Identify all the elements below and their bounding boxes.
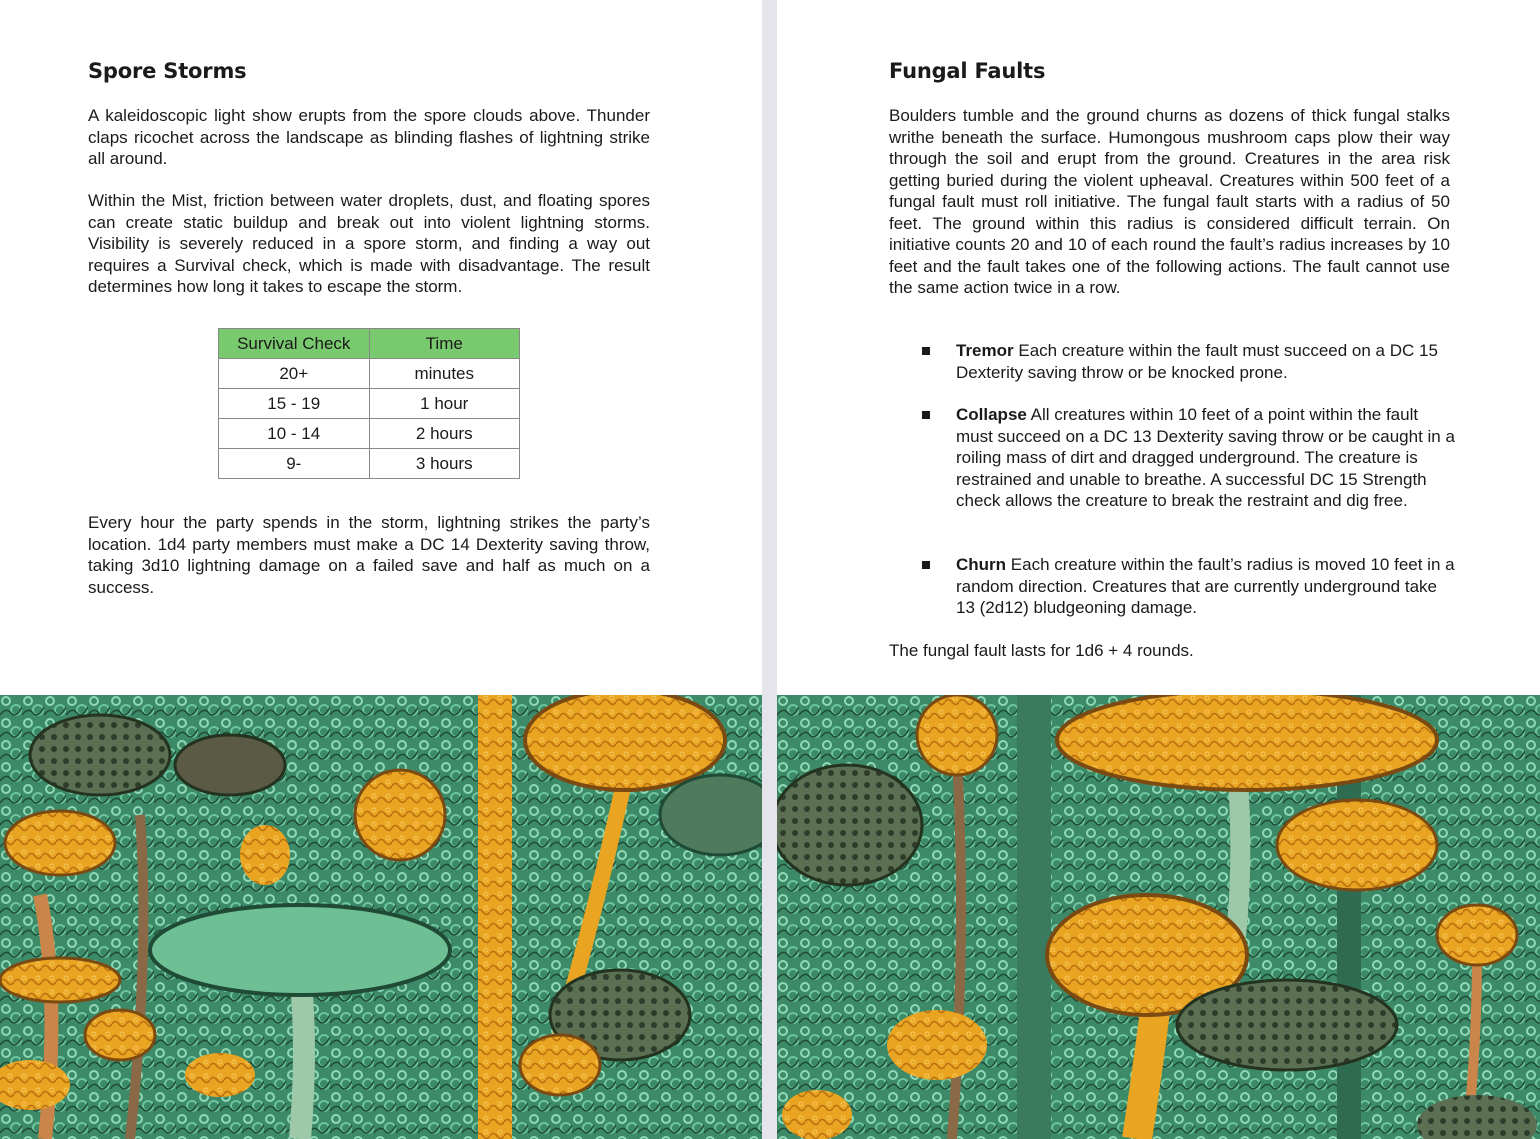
action-description: Each creature within the fault must succeed on a DC 15 Dexterity saving throw or be knocked prone. bbox=[956, 341, 1438, 382]
table-row bbox=[219, 449, 520, 479]
spore-storms-intro: A kaleidoscopic light show erupts from the spore clouds above. Thunder claps ricochet across the landscape as blinding flashes of lightning strike all around. bbox=[88, 106, 650, 168]
spore-storms-heading: Spore Storms bbox=[88, 59, 247, 83]
action-name: Collapse bbox=[956, 405, 1027, 424]
fungal-faults-intro: Boulders tumble and the ground churns as dozens of thick fungal stalks writhe beneath the surface. Humongous mushroom caps plow their way through the soil and erupt from the ground. Creatures in the area risk getting buried during the violent upheaval. Creatures within 500 feet of a fungal fault must roll initiative. The fungal fault starts with a radius of 50 feet. The ground within this radius is considered difficult terrain. On initiative counts 20 and 10 of each round the fault’s radius increases by 10 feet and the fault takes one of the following actions. The fault cannot use the same action twice in a row. bbox=[889, 106, 1450, 297]
mushroom-art-icon bbox=[0, 695, 762, 1139]
page-gutter bbox=[762, 0, 777, 1139]
table-row bbox=[219, 359, 520, 389]
table-cell: 1 hour bbox=[369, 389, 520, 419]
table-cell: 10 - 14 bbox=[219, 419, 370, 449]
table-cell: minutes bbox=[369, 359, 520, 389]
table-cell: 2 hours bbox=[369, 419, 520, 449]
action-description: All creatures within 10 feet of a point within the fault must succeed on a DC 13 Dexterity saving throw or be caught in a roiling mass of dirt and dragged underground. The creature is restrained and unable to breathe. A successful DC 15 Strength check allows the creature to break the restraint and dig free. bbox=[956, 405, 1455, 510]
table-header-survival-check: Survival Check bbox=[219, 329, 370, 359]
storm-lightning-paragraph: Every hour the party spends in the storm, lightning strikes the party’s location. 1d4 party members must make a DC 14 Dexterity saving throw, taking 3d10 lightning damage on a failed save and half as much on a success. bbox=[88, 513, 650, 597]
bullet-icon bbox=[922, 347, 930, 355]
table-header-time: Time bbox=[369, 329, 520, 359]
mushroom-illustration-right bbox=[777, 695, 1540, 1139]
table-row bbox=[219, 389, 520, 419]
table-cell: 9- bbox=[219, 449, 370, 479]
table-row bbox=[219, 419, 520, 449]
bullet-icon bbox=[922, 561, 930, 569]
survival-check-table bbox=[218, 328, 520, 479]
action-name: Churn bbox=[956, 555, 1007, 574]
action-name: Tremor bbox=[956, 341, 1014, 360]
bullet-icon bbox=[922, 411, 930, 419]
table-cell: 15 - 19 bbox=[219, 389, 370, 419]
fungal-fault-duration: The fungal fault lasts for 1d6 + 4 rounds. bbox=[889, 641, 1194, 660]
table-cell: 3 hours bbox=[369, 449, 520, 479]
action-description: Each creature within the fault’s radius is moved 10 feet in a random direction. Creatures that are currently underground take 13 (2d12) bludgeoning damage. bbox=[956, 555, 1455, 617]
mushroom-illustration-left bbox=[0, 695, 762, 1139]
table-cell: 20+ bbox=[219, 359, 370, 389]
spore-storms-description: Within the Mist, friction between water droplets, dust, and floating spores can create static buildup and break out into violent lightning storms. Visibility is severely reduced in a spore storm, and finding a way out requires a Survival check, which is made with disadvantage. The result determines how long it takes to escape the storm. bbox=[88, 191, 650, 296]
table-header-row bbox=[219, 329, 520, 359]
fungal-faults-heading: Fungal Faults bbox=[889, 59, 1046, 83]
mushroom-art-icon bbox=[777, 695, 1540, 1139]
